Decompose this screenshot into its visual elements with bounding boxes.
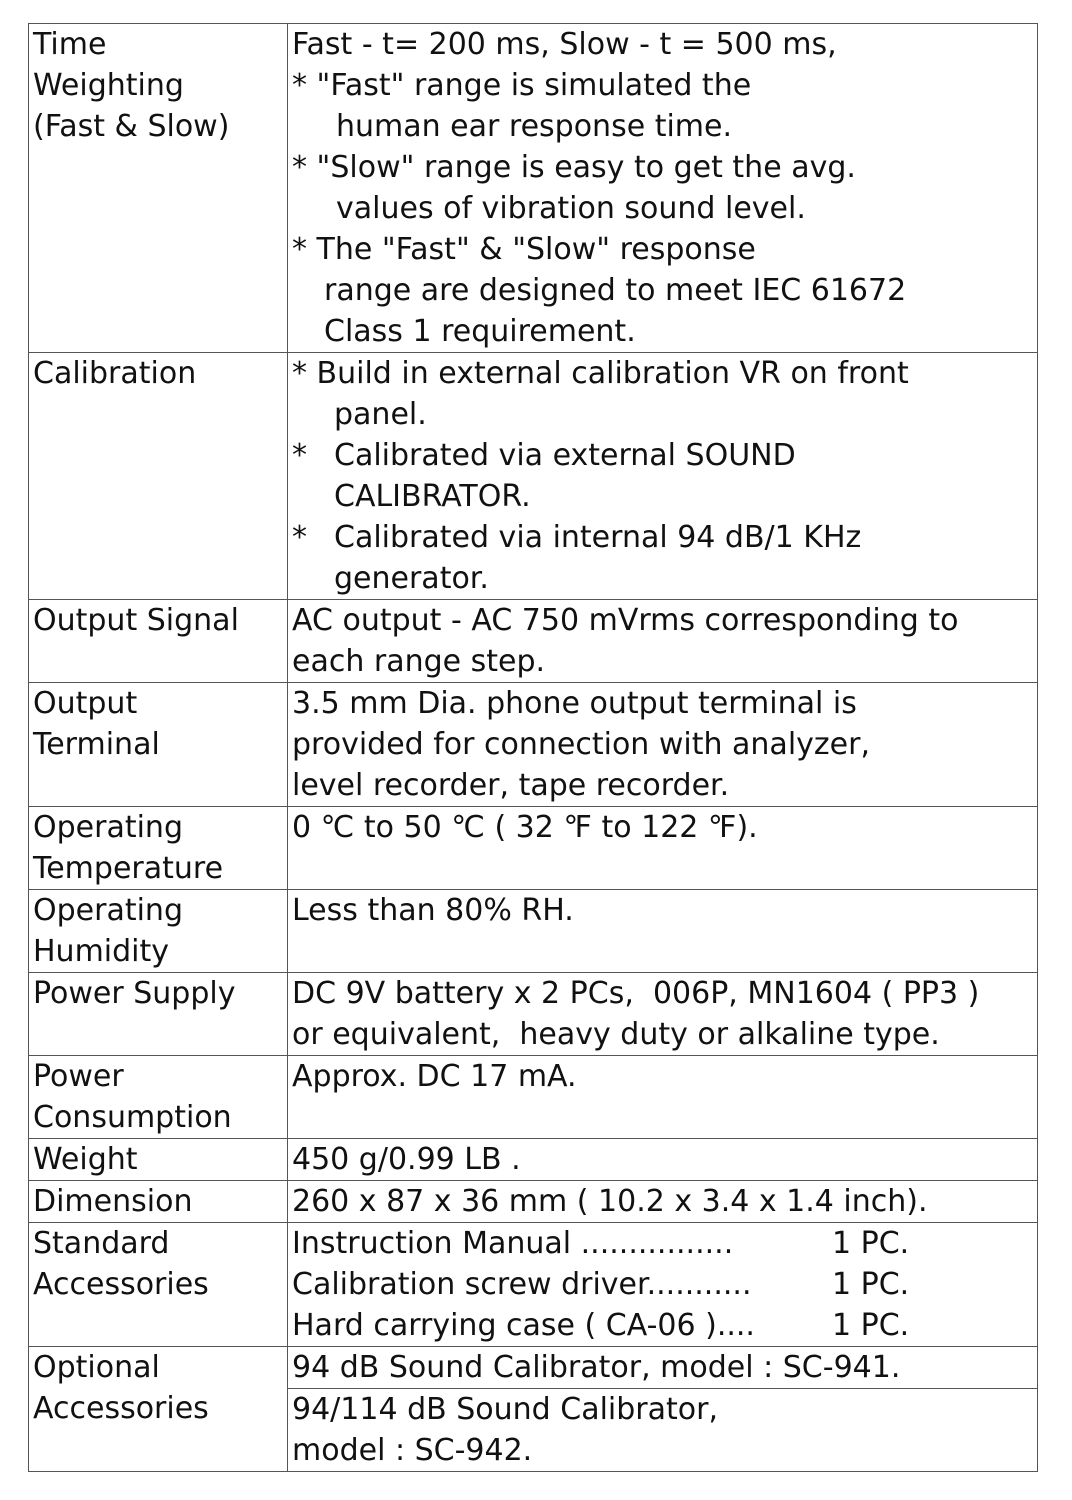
- label-output-terminal: Output Terminal: [29, 683, 288, 807]
- row-output-signal: [29, 600, 1038, 683]
- value-optional-accessory-sc941: 94 dB Sound Calibrator, model : SC-941.: [288, 1347, 1038, 1389]
- row-optional-accessories-1: [29, 1347, 1038, 1389]
- row-time-weighting: [29, 24, 1038, 353]
- value-power-consumption: Approx. DC 17 mA.: [288, 1056, 1038, 1139]
- row-standard-accessories: [29, 1223, 1038, 1347]
- accessory-item: Hard carrying case ( CA-06 ).... 1 PC.: [292, 1308, 910, 1343]
- row-power-supply: [29, 973, 1038, 1056]
- value-standard-accessories: [288, 1223, 1038, 1347]
- row-operating-temperature: [29, 807, 1038, 890]
- value-optional-accessory-sc942: 94/114 dB Sound Calibrator, model : SC-942.: [288, 1389, 1038, 1472]
- label-dimension: Dimension: [29, 1181, 288, 1223]
- spec-sheet: [28, 23, 1038, 1472]
- value-dimension: 260 x 87 x 36 mm ( 10.2 x 3.4 x 1.4 inch).: [288, 1181, 1038, 1223]
- row-operating-humidity: [29, 890, 1038, 973]
- value-time-weighting: Fast - t= 200 ms, Slow - t = 500 ms, * "Fast" range is simulated the human ear response time. * "Slow" range is easy to get the avg. values of vibration sound level. * The "Fast" & "Slow" response range are designed to meet IEC 61672 Class 1 requirement.: [288, 24, 1038, 353]
- value-output-terminal: 3.5 mm Dia. phone output terminal is provided for connection with analyzer, level recorder, tape recorder.: [288, 683, 1038, 807]
- row-weight: [29, 1139, 1038, 1181]
- label-operating-temperature: Operating Temperature: [29, 807, 288, 890]
- label-standard-accessories: Standard Accessories: [29, 1223, 288, 1347]
- accessory-item: Instruction Manual ................ 1 PC.: [292, 1226, 910, 1261]
- value-weight: 450 g/0.99 LB .: [288, 1139, 1038, 1181]
- label-calibration: Calibration: [29, 353, 288, 600]
- accessory-item: Calibration screw driver........... 1 PC.: [292, 1267, 910, 1302]
- row-output-terminal: [29, 683, 1038, 807]
- value-operating-humidity: Less than 80% RH.: [288, 890, 1038, 973]
- row-calibration: [29, 353, 1038, 600]
- specification-table: [28, 23, 1038, 1472]
- row-dimension: [29, 1181, 1038, 1223]
- row-power-consumption: [29, 1056, 1038, 1139]
- value-operating-temperature: 0 ℃ to 50 ℃ ( 32 ℉ to 122 ℉).: [288, 807, 1038, 890]
- value-calibration: * Build in external calibration VR on front panel. * Calibrated via external SOUND CALIBRATOR. * Calibrated via internal 94 dB/1 KHz generator.: [288, 353, 1038, 600]
- label-power-consumption: Power Consumption: [29, 1056, 288, 1139]
- value-power-supply: DC 9V battery x 2 PCs, 006P, MN1604 ( PP3 ) or equivalent, heavy duty or alkaline type.: [288, 973, 1038, 1056]
- label-output-signal: Output Signal: [29, 600, 288, 683]
- label-optional-accessories: Optional Accessories: [29, 1347, 288, 1472]
- label-time-weighting: Time Weighting (Fast & Slow): [29, 24, 288, 353]
- label-weight: Weight: [29, 1139, 288, 1181]
- value-output-signal: AC output - AC 750 mVrms corresponding to each range step.: [288, 600, 1038, 683]
- label-operating-humidity: Operating Humidity: [29, 890, 288, 973]
- label-power-supply: Power Supply: [29, 973, 288, 1056]
